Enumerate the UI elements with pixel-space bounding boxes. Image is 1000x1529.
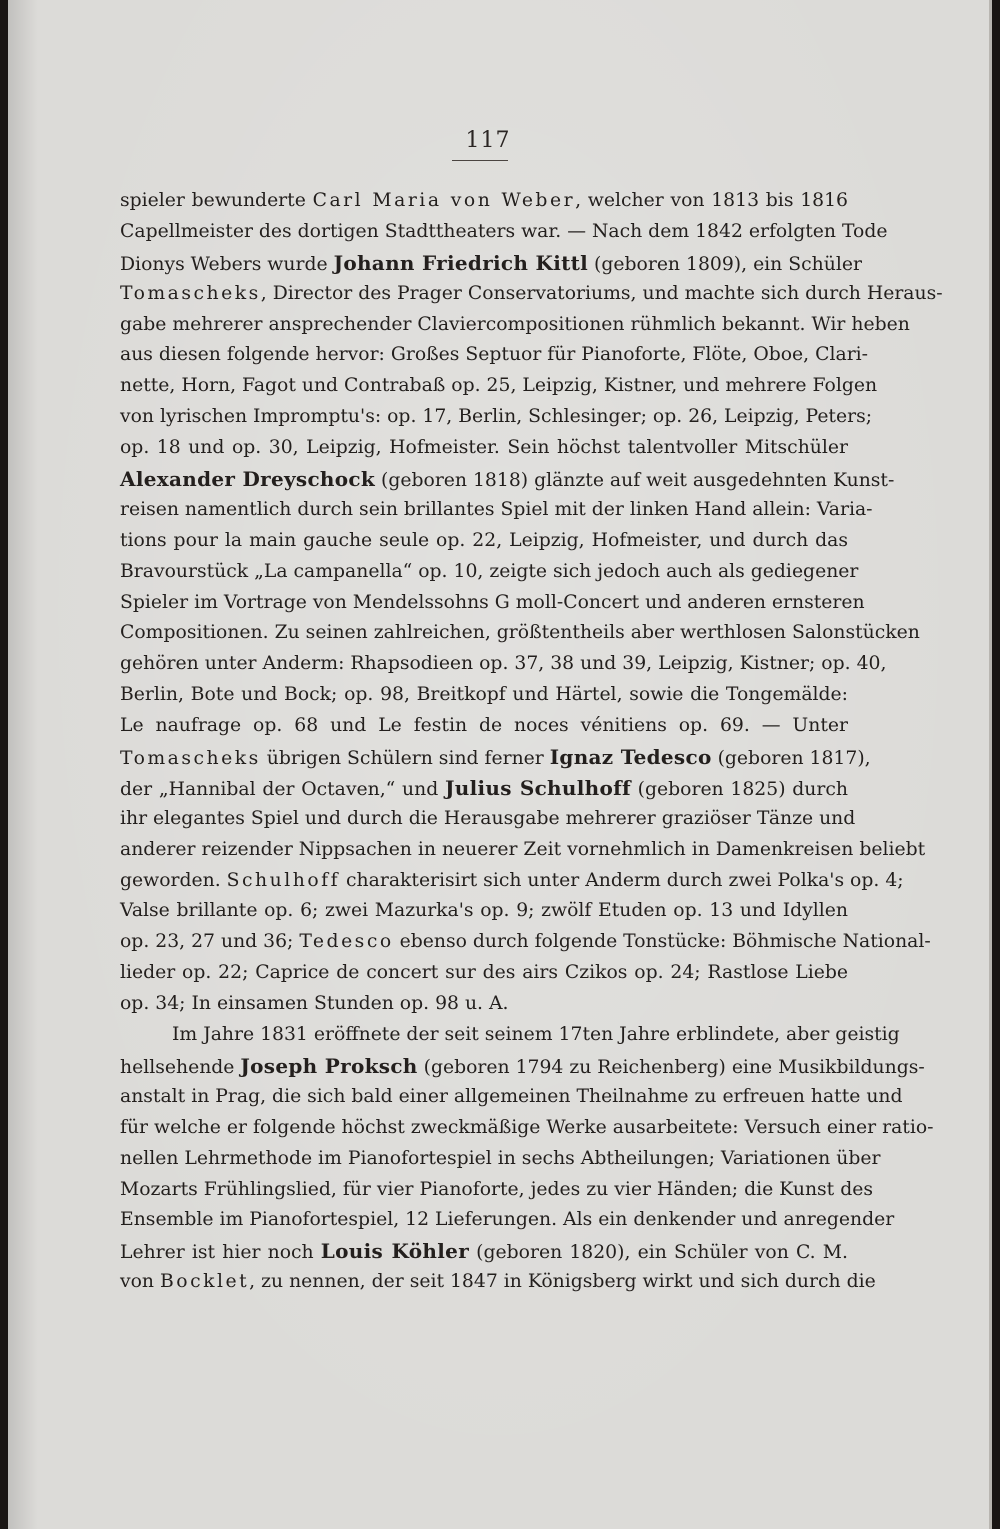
text-segment: gehören unter Anderm: Rhapsodieen op. 37, 38 und 39, Leipzig, Kistner; op. 40,	[120, 653, 887, 675]
text-line	[120, 402, 873, 433]
text-segment: von lyrischen Impromptu's: op. 17, Berlin, Schlesinger; op. 26, Leipzig, Peters;	[120, 406, 873, 428]
text-segment: nette, Horn, Fagot und Contrabaß op. 25, Leipzig, Kistner, und mehrere Folgen	[120, 375, 878, 397]
text-segment: Berlin, Bote und Bock; op. 98, Breitkopf und Härtel, sowie die Tongemälde:	[120, 684, 848, 706]
person-name: Johann Friedrich Kittl	[333, 250, 589, 275]
text-line	[120, 958, 848, 989]
text-segment: ebenso durch folgende Tonstücke: Böhmische National-	[393, 931, 931, 953]
text-line	[120, 495, 873, 526]
text-line	[120, 186, 848, 217]
text-segment: Bravourstück „La campanella“ op. 10, zeigte sich jedoch auch als gediegener	[120, 560, 859, 582]
text-segment: reisen namentlich durch sein brillantes Spiel mit der linken Hand allein: Varia-	[120, 498, 873, 520]
paragraph	[120, 186, 943, 1020]
text-segment: lieder op. 22; Caprice de concert sur des airs Czikos op. 24; Rastlose Liebe	[120, 962, 848, 984]
text-segment: op. 23, 27 und 36;	[120, 931, 300, 953]
text-segment: Dionys Webers wurde	[120, 253, 334, 275]
text-segment: geworden.	[120, 869, 227, 891]
text-line	[120, 989, 848, 1020]
person-name: Ignaz Tedesco	[549, 745, 712, 770]
text-segment: (geboren 1825) durch	[630, 778, 848, 800]
text-line	[120, 217, 888, 248]
text-segment: Schulhoff	[226, 869, 341, 891]
text-segment: , Director des Prager Conservatoriums, und machte sich durch Heraus-	[260, 282, 943, 304]
book-page	[8, 0, 992, 1529]
text-segment: , welcher von 1813 bis 1816	[575, 190, 849, 211]
text-line	[120, 711, 848, 742]
text-segment: tions pour la main gauche seule op. 22, Leipzig, Hofmeister, und durch das	[120, 529, 848, 551]
page-number: 117	[465, 128, 511, 153]
text-segment: ihr elegantes Spiel und durch die Herausgabe mehrerer graziöser Tänze und	[120, 807, 856, 829]
text-segment: (geboren 1820), ein Schüler von C. M.	[469, 1242, 848, 1264]
text-line	[120, 310, 910, 341]
text-line	[120, 1175, 873, 1206]
text-segment: der „Hannibal der Octaven,“ und	[120, 778, 445, 800]
text-segment: op. 34; In einsamen Stunden op. 98 u. A.	[120, 993, 509, 1015]
text-segment: (geboren 1817),	[711, 748, 871, 770]
text-line	[120, 279, 943, 310]
paragraph	[120, 1020, 934, 1298]
text-segment: hellsehende	[120, 1056, 241, 1078]
text-segment: Le naufrage op. 68 und Le festin de noces vénitiens op. 69. — Unter	[120, 715, 848, 737]
text-segment: Spieler im Vortrage von Mendelssohns G moll-Concert und anderen ernsteren	[120, 591, 865, 613]
text-segment: Carl Maria von Weber	[312, 190, 576, 211]
text-line	[120, 340, 869, 371]
text-segment: spieler bewunderte	[120, 190, 313, 211]
text-segment: Capellmeister des dortigen Stadttheaters war. — Nach dem 1842 erfolgten Tode	[120, 220, 888, 242]
text-segment: (geboren 1818) glänzte auf weit ausgedehnten Kunst-	[375, 470, 895, 492]
text-line	[120, 835, 926, 866]
text-line	[120, 618, 920, 649]
text-line	[120, 248, 862, 279]
text-segment: anderer reizender Nippsachen in neuerer Zeit vornehmlich in Damenkreisen beliebt	[120, 838, 926, 860]
text-line	[120, 680, 848, 711]
text-line	[120, 742, 871, 773]
text-segment: Bocklet	[159, 1271, 250, 1293]
text-segment: gabe mehrerer ansprechender Claviercompositionen rühmlich bekannt. Wir heben	[120, 313, 910, 335]
text-line	[120, 1082, 903, 1113]
text-segment: Im Jahre 1831 eröffnete der seit seinem 17ten Jahre erblindete, aber geistig	[172, 1024, 900, 1046]
text-line	[120, 1020, 900, 1051]
text-line	[120, 1113, 934, 1144]
text-line	[120, 1144, 881, 1175]
text-line	[120, 773, 848, 804]
person-name: Joseph Proksch	[240, 1053, 418, 1078]
text-segment: , zu nennen, der seit 1847 in Königsberg wirkt und sich durch die	[249, 1271, 876, 1293]
text-segment: für welche er folgende höchst zweckmäßige Werke ausarbeitete: Versuch einer ratio-	[120, 1116, 934, 1138]
text-line	[120, 1051, 925, 1082]
person-name: Alexander Dreyschock	[120, 467, 376, 492]
text-line	[120, 1236, 848, 1267]
text-line	[120, 1205, 895, 1236]
text-line	[120, 649, 887, 680]
text-segment: Tomascheks	[120, 282, 261, 304]
text-segment: Tomascheks	[120, 748, 261, 770]
header-rule	[452, 160, 508, 161]
text-segment: charakterisirt sich unter Anderm durch zwei Polka's op. 4;	[340, 869, 904, 891]
text-segment: aus diesen folgende hervor: Großes Septuor für Pianoforte, Flöte, Oboe, Clari-	[120, 344, 869, 366]
text-line	[120, 1267, 876, 1298]
person-name: Julius Schulhoff	[444, 775, 631, 800]
text-segment: Tedesco	[299, 931, 394, 953]
text-segment: op. 18 und op. 30, Leipzig, Hofmeister. Sein höchst talentvoller Mitschüler	[120, 437, 848, 459]
text-segment: (geboren 1809), ein Schüler	[588, 253, 862, 275]
text-line	[120, 371, 878, 402]
text-segment: von	[120, 1271, 160, 1293]
text-line	[120, 526, 848, 557]
text-segment: Compositionen. Zu seinen zahlreichen, größtentheils aber werthlosen Salonstücken	[120, 622, 920, 644]
text-line	[120, 588, 865, 619]
text-segment: Mozarts Frühlingslied, für vier Pianoforte, jedes zu vier Händen; die Kunst des	[120, 1178, 873, 1200]
text-line	[120, 866, 904, 897]
text-segment: anstalt in Prag, die sich bald einer allgemeinen Theilnahme zu erfreuen hatte und	[120, 1085, 903, 1107]
text-segment: nellen Lehrmethode im Pianofortespiel in sechs Abtheilungen; Variationen über	[120, 1147, 881, 1169]
text-segment: Valse brillante op. 6; zwei Mazurka's op. 9; zwölf Etuden op. 13 und Idyllen	[120, 900, 848, 922]
text-line	[120, 557, 859, 588]
text-segment: Ensemble im Pianofortespiel, 12 Lieferungen. Als ein denkender und anregender	[120, 1209, 895, 1231]
text-line	[120, 433, 848, 464]
text-segment: übrigen Schülern sind ferner	[260, 748, 550, 770]
text-line	[120, 464, 895, 495]
text-line	[120, 804, 856, 835]
text-line	[120, 896, 848, 927]
text-segment: Lehrer ist hier noch	[120, 1242, 321, 1264]
text-segment: (geboren 1794 zu Reichenberg) eine Musikbildungs-	[417, 1056, 925, 1078]
person-name: Louis Köhler	[320, 1239, 470, 1264]
text-line	[120, 927, 931, 958]
body-text	[120, 186, 943, 1298]
